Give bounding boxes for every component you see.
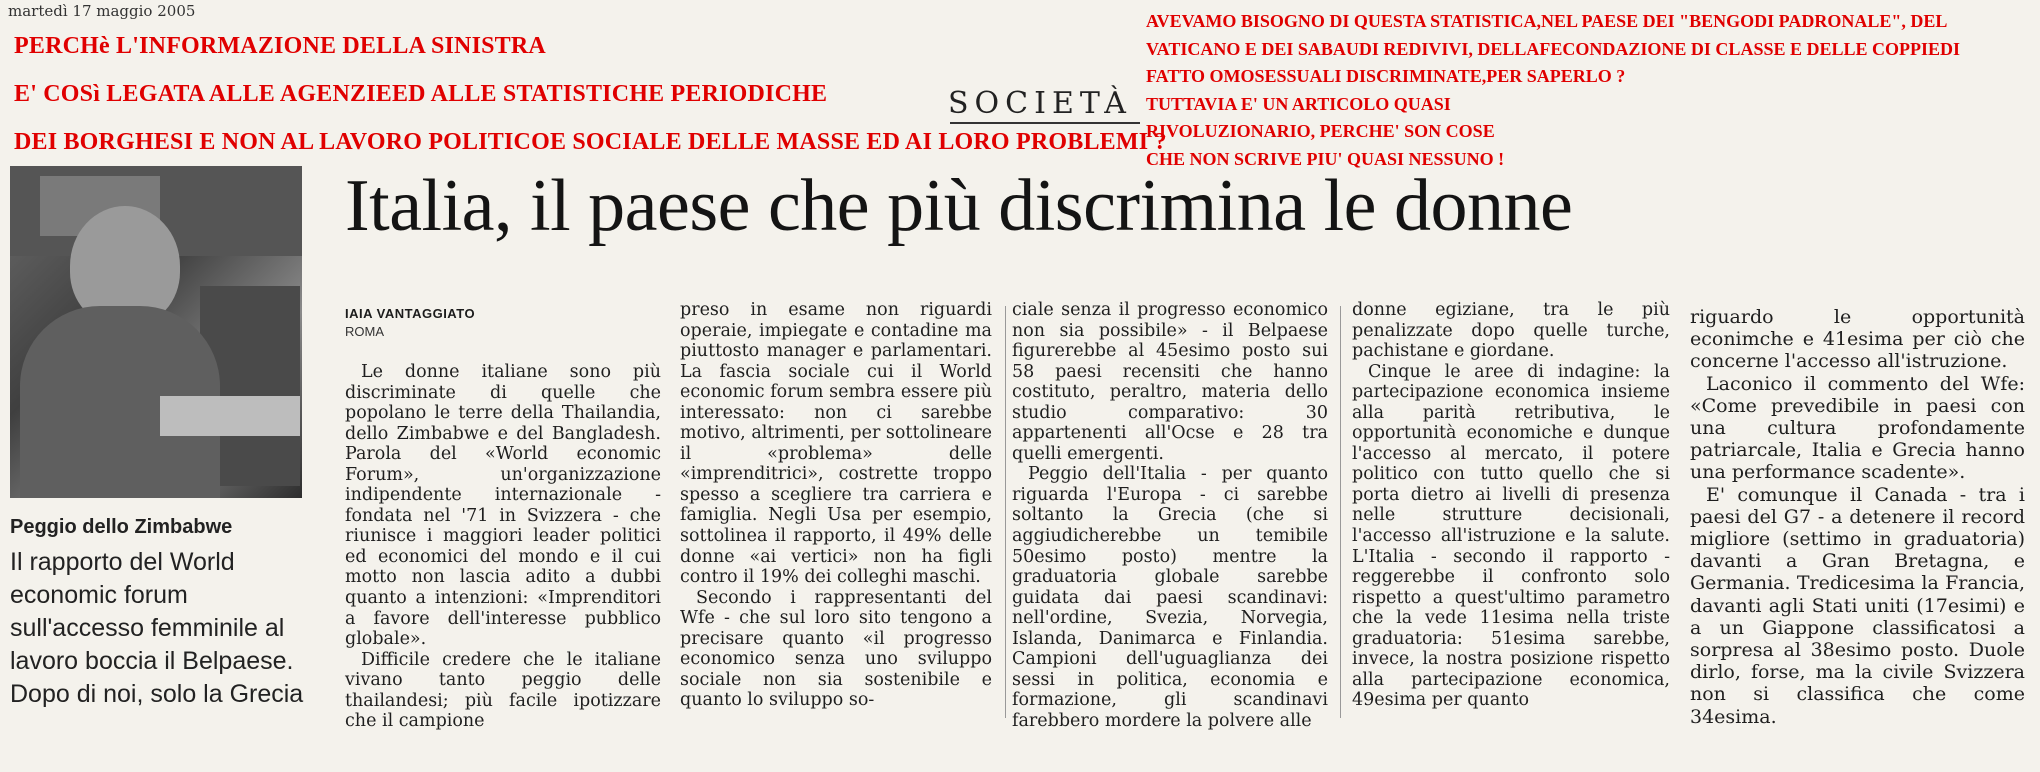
paragraph: E' comunque il Canada - tra i paesi del G7 - a detenere il record migliore (settimo in graduatoria) davanti a Gran Bretagna, e Germania. Tredicesima la Francia, davanti agli Stati uniti (17esimi) e a un Giappone classificatosi a sorpresa al 38esimo posto. Duole dirlo, forse, ma la civile Svizzera non si classifica che come 34esima. [1690,483,2025,728]
paragraph: Le donne italiane sono più discriminate di quelle che popolano le terre della Thailandia, dello Zimbabwe e del Bangladesh. Parola del «World economic Forum», un'organizzazione indipendente internazionale - fondata nel '71 in Svizzera - che riunisce i maggiori leader politici ed economici del mondo e il cui motto non lascia adito a dubbi quanto a intenzioni: «Imprenditori a favore dell'interesse pubblico globale». [345,362,661,650]
section-label: SOCIETÀ [948,86,1132,121]
annotation-line: CHE NON SCRIVE PIU' QUASI NESSUNO ! [1146,148,1505,169]
article-column-4 [1352,300,1670,711]
caption-text: Il rapporto del World economic forum sull'accesso femminile al lavoro boccia il Belpaese. Dopo di noi, solo la Grecia [10,548,304,708]
annotation-line: TUTTAVIA E' UN ARTICOLO QUASI [1146,93,1451,114]
column-divider [1005,306,1006,718]
paragraph: Difficile credere che le italiane vivano tanto peggio delle thailandesi; più facile ipotizzare che il campione [345,649,661,732]
column-divider [1340,306,1341,718]
date-line: martedì 17 maggio 2005 [8,2,196,20]
annotation-line: DEI BORGHESI E NON AL LAVORO POLITICOE SOCIALE DELLE MASSE ED AI LORO PROBLEMI ? [14,129,1167,155]
caption-title: Peggio dello Zimbabwe [10,516,233,538]
paragraph: Laconico il commento del Wfe: «Come prevedibile in paesi con una cultura profondamente patriarcale, Italia e Grecia hanno una performance scadente». [1690,372,2025,484]
paragraph: Cinque le aree di indagine: la partecipazione economica insieme alla parità retributiva, le opportunità economiche e dunque l'accesso al mercato, il potere politico con tutto quello che si porta dietro ai livelli di presenza nelle strutture decisionali, l'accesso all'istruzione e la salute. L'Italia - secondo il rapporto - reggerebbe il confronto solo rispetto a quest'ultimo parametro che la vede 11esima nella triste graduatoria: 51esima sarebbe, invece, la nostra posizione rispetto alla partecipazione economica, 49esima per quanto [1352,361,1670,711]
annotation-line: FATTO OMOSESSUALI DISCRIMINATE,PER SAPERLO ? [1146,66,1626,86]
paragraph: Peggio dell'Italia - per quanto riguarda l'Europa - ci sarebbe soltanto la Grecia (che si aggiudicherebbe un temibile 50esimo posto) mentre la graduatoria globale sarebbe guidata dai paesi scandinavi: nell'ordine, Svezia, Norvegia, Islanda, Danimarca e Finlandia. Campioni dell'uguaglianza dei sessi in politica, economia e formazione, gli scandinavi farebbero mordere la polvere alle [1012,464,1328,731]
paragraph: ciale senza il progresso economico non sia possibile» - il Belpaese figurerebbe al 45esimo posto sui 58 paesi recensiti che hanno costituto, peraltro, materia dello studio comparativo: 30 appartenenti all'Ocse e 28 tra quelli emergenti. [1012,300,1328,464]
annotation-line: RIVOLUZIONARIO, PERCHE' SON COSE [1146,121,1495,141]
article-column-3 [1012,300,1328,731]
annotation-line: AVEVAMO BISOGNO DI QUESTA STATISTICA,NEL PAESE DEI "BENGODI PADRONALE", DEL [1146,11,1948,31]
article-photo [10,166,302,498]
paragraph: riguardo le opportunità econimche e 41esima per ciò che concerne l'accesso all'istruzione. [1690,306,2025,373]
paragraph: preso in esame non riguardi operaie, impiegate e contadine ma piuttosto manager e parlamentari. La fascia sociale cui il World economic forum sembra essere più interessato: non ci sarebbe motivo, altrimenti, per sottolineare il «problema» delle «imprenditrici», costrette troppo spesso a scegliere tra carriera e famiglia. Negli Usa per esempio, sottolinea il rapporto, il 49% delle donne «ai vertici» non ha figli contro il 19% dei colleghi maschi. [680,300,992,588]
article-column-2 [680,300,992,711]
article-column-5 [1690,306,2025,728]
article-column-1 [345,362,661,732]
article-headline: Italia, il paese che più discrimina le donne [345,165,1573,247]
paragraph: Secondo i rappresentanti del Wfe - che sul loro sito tengono a precisare quanto «il progresso economico senza uno sviluppo sociale non sia sostenibile e quanto lo sviluppo so- [680,587,992,711]
author-city: ROMA [345,324,384,339]
annotation-line: E' COSì LEGATA ALLE AGENZIEED ALLE STATISTICHE PERIODICHE [14,81,828,107]
author-byline: IAIA VANTAGGIATO [345,306,476,321]
paragraph: donne egiziane, tra le più penalizzate dopo quelle turche, pachistane e giordane. [1352,300,1670,362]
section-rule [950,122,1140,124]
annotation-line: VATICANO E DEI SABAUDI REDIVIVI, DELLAFECONDAZIONE DI CLASSE E DELLE COPPIEDI [1146,38,1960,59]
annotation-line: PERCHè L'INFORMAZIONE DELLA SINISTRA [14,33,546,59]
handwritten-annotation-right [1146,8,1960,173]
